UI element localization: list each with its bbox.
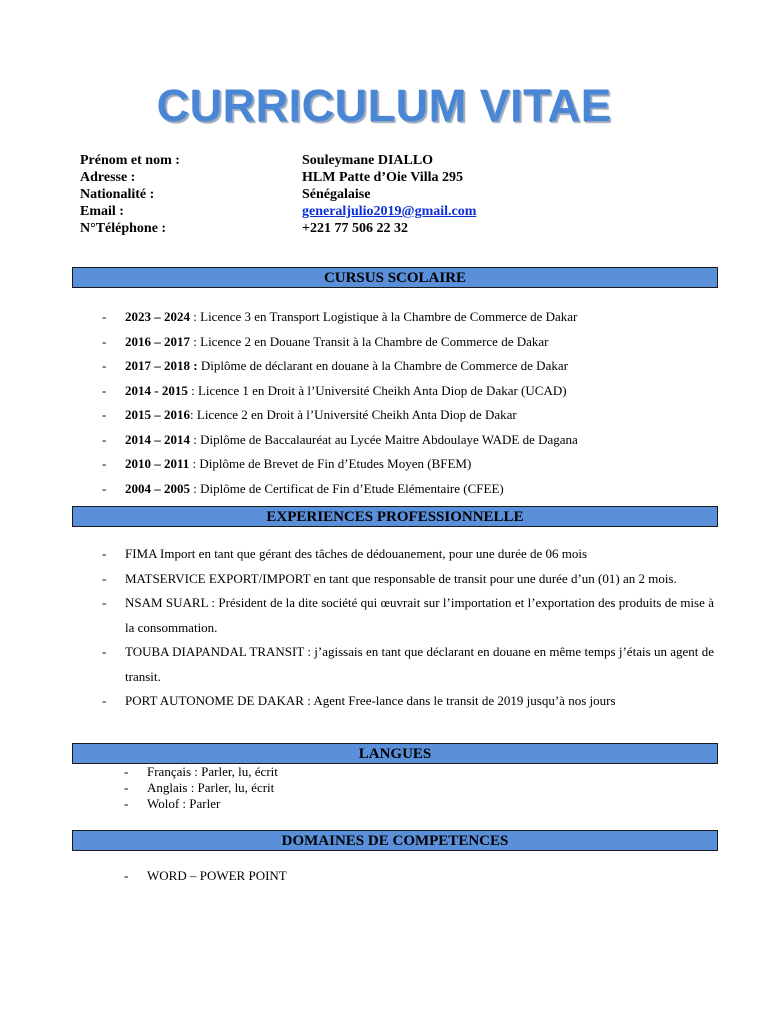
info-label: N°Téléphone : <box>80 221 167 236</box>
cursus-list <box>100 305 714 501</box>
langues-list <box>122 764 736 812</box>
cursus-text: Licence 2 en Droit à l’Université Cheikh Anta Diop de Dakar <box>196 407 517 422</box>
info-label: Adresse : <box>80 170 136 185</box>
list-item: - MATSERVICE EXPORT/IMPORT en tant que responsable de transit pour une durée d’un (01) an 2 mois. <box>100 567 714 592</box>
cursus-sep: : <box>189 456 200 471</box>
cursus-sep: : <box>190 480 201 496</box>
cursus-text: Diplôme de Brevet de Fin d’Etudes Moyen (BFEM) <box>199 456 472 471</box>
cursus-text: Licence 3 en Transport Logistique à la Chambre de Commerce de Dakar <box>200 309 578 324</box>
section-header-cursus: CURSUS SCOLAIRE <box>72 267 718 288</box>
cursus-sep: : <box>190 431 201 447</box>
cursus-text: Diplôme de déclarant en douane à la Chambre de Commerce de Dakar <box>200 358 568 373</box>
list-item <box>100 477 714 502</box>
cursus-text: Licence 2 en Douane Transit à la Chambre de Commerce de Dakar <box>200 333 549 349</box>
section-header-langues: LANGUES <box>72 743 718 764</box>
list-item <box>100 305 714 330</box>
personal-info <box>80 152 476 237</box>
info-label: Prénom et nom : <box>80 153 180 168</box>
list-item <box>100 354 714 379</box>
list-item <box>100 379 714 404</box>
list-item: - Wolof : Parler <box>122 796 736 812</box>
list-item: - NSAM SUARL : Président de la dite société qui œuvrait sur l’importation et l’exportation des produits de mise à la consommation. <box>100 591 714 640</box>
cursus-years: 2023 – 2024 <box>125 309 190 324</box>
competences-list <box>122 867 736 884</box>
list-item <box>100 330 714 355</box>
email-link[interactable]: generaljulio2019@gmail.com <box>302 204 477 219</box>
cursus-text: Diplôme de Certificat de Fin d’Etude Elémentaire (CFEE) <box>200 480 504 496</box>
info-row-nationality <box>80 186 476 203</box>
info-label: Nationalité : <box>80 187 155 202</box>
cursus-years: 2014 – 2014 <box>125 431 190 447</box>
cursus-sep: : <box>190 333 201 349</box>
list-item <box>100 452 714 477</box>
section-header-experiences: EXPERIENCES PROFESSIONNELLE <box>72 506 718 527</box>
info-value: +221 77 506 22 32 <box>302 221 408 236</box>
cursus-sep: : <box>190 309 201 324</box>
info-row-phone <box>80 220 476 237</box>
experiences-list <box>100 542 714 714</box>
info-row-name <box>80 152 476 169</box>
list-item: - WORD – POWER POINT <box>122 867 736 884</box>
list-item <box>100 428 714 453</box>
cursus-years: 2017 – 2018 : <box>125 358 198 373</box>
info-value: Souleymane DIALLO <box>302 153 434 168</box>
list-item: - PORT AUTONOME DE DAKAR : Agent Free-lance dans le transit de 2019 jusqu’à nos jours <box>100 689 714 714</box>
cursus-years: 2015 – 2016 <box>125 407 190 422</box>
info-value: Sénégalaise <box>302 187 371 202</box>
cursus-years: 2014 - 2015 <box>125 382 188 398</box>
list-item: - TOUBA DIAPANDAL TRANSIT : j’agissais en tant que déclarant en douane en même temps j’étais un agent de transit. <box>100 640 714 689</box>
cursus-sep: : <box>187 382 198 398</box>
info-row-email <box>80 203 476 220</box>
cursus-years: 2016 – 2017 <box>125 333 190 349</box>
info-row-address <box>80 169 476 186</box>
list-item: - Anglais : Parler, lu, écrit <box>122 780 736 796</box>
info-label: Email : <box>80 204 124 219</box>
cursus-years: 2010 – 2011 <box>125 456 190 471</box>
cursus-text: Diplôme de Baccalauréat au Lycée Maitre Abdoulaye WADE de Dagana <box>200 431 578 447</box>
section-header-competences: DOMAINES DE COMPETENCES <box>72 830 718 851</box>
cursus-years: 2004 – 2005 <box>125 480 190 496</box>
cursus-text: Licence 1 en Droit à l’Université Cheikh Anta Diop de Dakar (UCAD) <box>197 382 567 398</box>
info-value: HLM Patte d’Oie Villa 295 <box>302 170 463 185</box>
list-item: - FIMA Import en tant que gérant des tâches de dédouanement, pour une durée de 06 mois <box>100 542 714 567</box>
cv-title: CURRICULUM VITAE <box>156 80 612 131</box>
list-item <box>100 403 714 428</box>
list-item: - Français : Parler, lu, écrit <box>122 764 736 780</box>
cursus-sep: : <box>190 407 197 422</box>
